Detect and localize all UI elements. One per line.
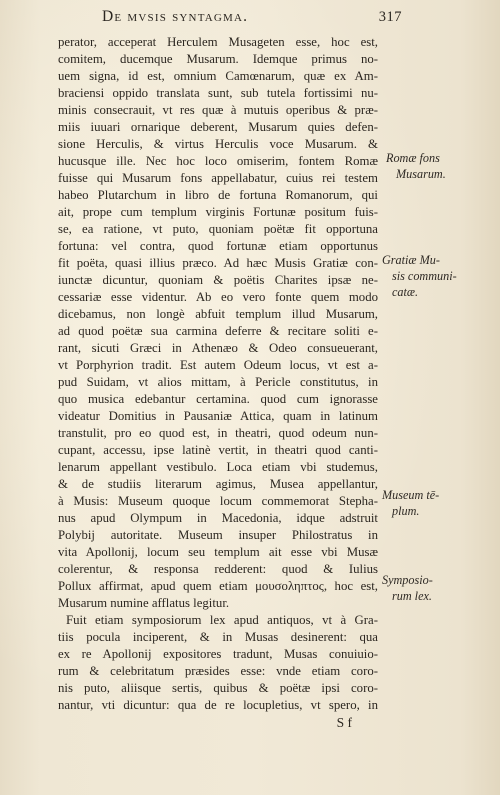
text-line: rum & celebritatum præsides esse: vnde etiam coro-	[58, 664, 378, 678]
text-line: iunctæ dicuntur, quoniam & poëtis Charites ipsæ ne-	[58, 273, 378, 287]
text-line: videatur Domitius in Pausaniæ Attica, quam in latinum	[58, 409, 378, 423]
text-line: ex re Apollonij expositores tradunt, Musas conuiuio-	[58, 647, 378, 661]
margin-note-line: Museum tē-	[382, 488, 440, 502]
text-line: hucusque ille. Nec hoc loco omiserim, fontem Romæ	[58, 154, 378, 168]
text-line: ait, prope cum templum virginis Fortunæ positum fuis-	[58, 205, 378, 219]
margin-note-line: sis communi-	[392, 269, 457, 283]
margin-note-line: plum.	[392, 504, 420, 518]
text-line: fortuna: vel contra, quod fortunæ etiam opportunus	[58, 239, 378, 253]
text-line: sione Herculis, & virtus Herculis voce Musarum. &	[58, 137, 378, 151]
margin-note-symposiorum	[382, 572, 433, 604]
text-line: & de studiis literarum agimus, Musea appellantur,	[58, 477, 378, 491]
text-line: minis consecrauit, vt res quæ à mutuis operibus & præ-	[58, 103, 378, 117]
margin-note-line: Musarum.	[396, 167, 446, 181]
text-line: miis iuuari ornarique deberent, Musarum quies defen-	[58, 120, 378, 134]
margin-note-museum	[382, 487, 439, 519]
text-line: comitem, ducemque Musarum. Idemque primus no-	[58, 52, 378, 66]
text-line: uem signa, id est, omnium Camœnarum, quæ ex Am-	[58, 69, 378, 83]
text-line: quo musica edebantur certamina. quod cum ignorasse	[58, 392, 378, 406]
text-line: braciensi oppido translata sunt, sub tutela fortissimi nu-	[58, 86, 378, 100]
margin-note-line: Symposio-	[382, 573, 433, 587]
margin-note-line: Romæ fons	[386, 151, 440, 165]
text-line: Fuit etiam symposiorum lex apud antiquos, vt à Gra-	[66, 613, 378, 627]
text-line: transtulit, pro eo quod est, in theatri, quod odeum nun-	[58, 426, 378, 440]
text-line: pud Suidam, vt alios mittam, à Pericle constitutus, in	[58, 375, 378, 389]
text-line: nis puto, aliisque sertis, quibus & poëtæ ipsi coro-	[58, 681, 378, 695]
margin-note-gratiae	[382, 252, 457, 300]
text-line: lenarum appellant vestibulo. Loca etiam vbi studemus,	[58, 460, 378, 474]
running-header	[102, 8, 402, 30]
text-line: habeo Plutarchum in libro de fortuna Romanorum, qui	[58, 188, 378, 202]
running-title: De mvsis syntagma.	[102, 8, 249, 25]
text-line: Pollux affirmat, apud quem etiam μουσοληπτος, hoc est,	[58, 579, 378, 593]
signature-mark: S f	[336, 715, 352, 730]
margin-note-line: rum lex.	[392, 589, 432, 603]
margin-note-line: Gratiæ Mu-	[382, 253, 440, 267]
page-number: 317	[378, 9, 402, 25]
text-line: Polybij autoritate. Museum insuper Philostratus in	[58, 528, 378, 542]
text-line: nus apud Olympum in Macedonia, idque adstruit	[58, 511, 378, 525]
text-line: rant, sicuti Græci in Athenæo & Odeo consueuerant,	[58, 341, 378, 355]
text-line: fit poëta, quasi illius præco. Ad hæc Musis Gratiæ con-	[58, 256, 378, 270]
text-line: vita Apollonij, locum seu templum ait esse vbi Musæ	[58, 545, 378, 559]
text-line: se, ea ratione, vt puto, quoniam poëtæ fit opportuna	[58, 222, 378, 236]
text-line: à Musis: Museum quoque locum commemorat Stepha-	[58, 494, 378, 508]
margin-note-romae-fons	[386, 150, 446, 182]
main-text-block	[58, 34, 378, 731]
text-line: perator, acceperat Herculem Musageten esse, hoc est,	[58, 35, 378, 49]
margin-note-line: catæ.	[392, 285, 419, 299]
text-line: nantur, vti dicuntur: qua de re locupletius, vt spero, in	[58, 698, 378, 712]
text-line: fuisse qui Musarum fons appellabatur, cuius rei testem	[58, 171, 378, 185]
text-line: colerentur, & responsa redderent: quod & Iulius	[58, 562, 378, 576]
text-line: dicebamus, non longè abfuit templum illud Musarum,	[58, 307, 378, 321]
text-line: ad quod poëtæ sua carmina deferre & recitare soliti e-	[58, 324, 378, 338]
text-line: cessariæ esse videntur. Ab eo vero fonte quem modo	[58, 290, 378, 304]
text-line: tiis pocula inciperent, & in Musas desinerent: qua	[58, 630, 378, 644]
text-line: cupant, accessu, ipse latinè vertit, in theatri quod canti-	[58, 443, 378, 457]
text-line: vt Porphyrion tradit. Est autem Odeum locus, vt est a-	[58, 358, 378, 372]
text-line: Musarum numine afflatus legitur.	[58, 596, 230, 610]
